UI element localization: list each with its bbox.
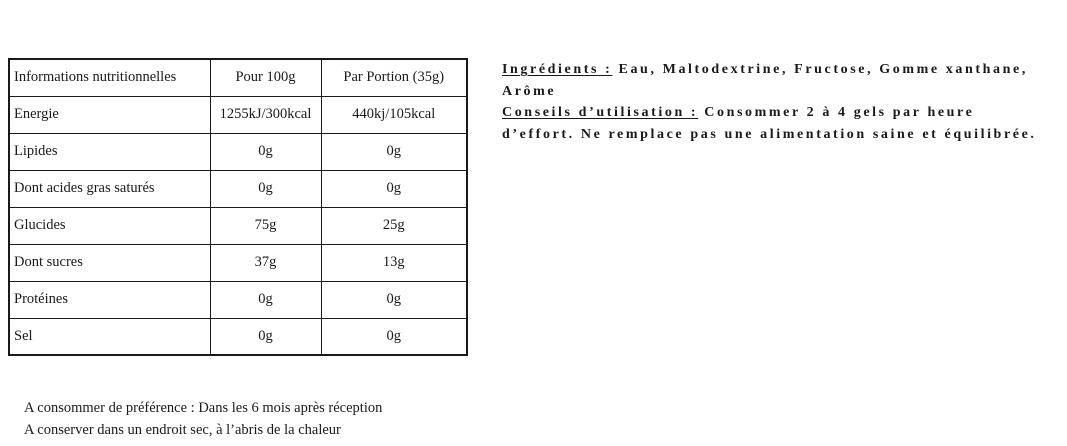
nutrient-name: Dont sucres — [9, 244, 210, 281]
table-row — [9, 244, 467, 281]
usage-label: Conseils d’utilisation : — [502, 105, 699, 120]
product-info — [502, 59, 1052, 145]
nutrient-name: Dont acides gras saturés — [9, 170, 210, 207]
value-per-100g: 1255kJ/300kcal — [210, 96, 321, 133]
value-per-portion: 0g — [321, 170, 467, 207]
value-per-portion: 0g — [321, 281, 467, 318]
table-header-row — [9, 59, 467, 96]
nutrient-name: Protéines — [9, 281, 210, 318]
table-row — [9, 207, 467, 244]
header-cell: Informations nutritionnelles — [9, 59, 210, 96]
table-row — [9, 133, 467, 170]
value-per-portion: 13g — [321, 244, 467, 281]
best-before-note: A consommer de préférence : Dans les 6 mois après réception — [24, 400, 383, 416]
value-per-portion: 0g — [321, 318, 467, 355]
header-cell: Pour 100g — [210, 59, 321, 96]
storage-note: A conserver dans un endroit sec, à l’abris de la chaleur — [24, 422, 341, 438]
value-per-portion: 0g — [321, 133, 467, 170]
nutrition-table — [8, 58, 468, 356]
value-per-100g: 0g — [210, 318, 321, 355]
table-row — [9, 281, 467, 318]
nutrient-name: Sel — [9, 318, 210, 355]
value-per-100g: 0g — [210, 281, 321, 318]
usage-text: Consommer 2 à 4 gels par heure d’effort. Ne remplace pas une alimentation saine et équilibrée. — [502, 105, 1037, 142]
ingredients-text: Eau, Maltodextrine, Fructose, Gomme xanthane, Arôme — [502, 62, 1028, 99]
value-per-100g: 0g — [210, 170, 321, 207]
table-row — [9, 96, 467, 133]
value-per-100g: 75g — [210, 207, 321, 244]
table-row — [9, 170, 467, 207]
value-per-portion: 440kj/105kcal — [321, 96, 467, 133]
table-row — [9, 318, 467, 355]
header-cell: Par Portion (35g) — [321, 59, 467, 96]
ingredients-paragraph — [502, 59, 1052, 102]
nutrient-name: Glucides — [9, 207, 210, 244]
usage-paragraph — [502, 102, 1052, 145]
nutrient-name: Energie — [9, 96, 210, 133]
ingredients-label: Ingrédients : — [502, 62, 613, 77]
value-per-100g: 0g — [210, 133, 321, 170]
value-per-100g: 37g — [210, 244, 321, 281]
value-per-portion: 25g — [321, 207, 467, 244]
storage-notes — [24, 397, 382, 441]
nutrient-name: Lipides — [9, 133, 210, 170]
